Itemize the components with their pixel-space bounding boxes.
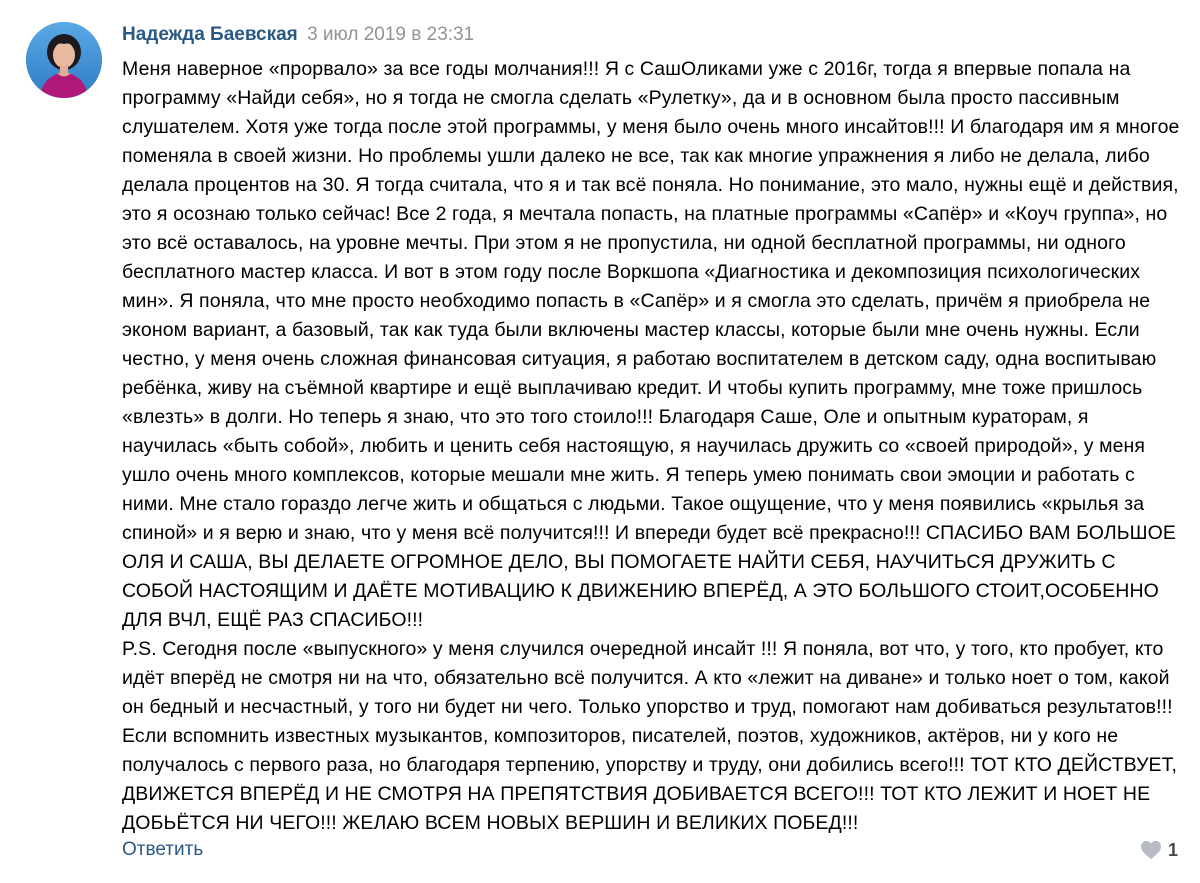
heart-icon [1140, 840, 1162, 860]
comment-text [122, 55, 1182, 838]
comment-header [122, 23, 474, 47]
author-name[interactable]: Надежда Баевская [122, 24, 298, 45]
avatar[interactable] [26, 22, 102, 98]
comment-footer [122, 836, 1178, 864]
comment-paragraph: Меня наверное «прорвало» за все годы молчания!!! Я с СашОликами уже с 2016г, тогда я впервые попала на программу «Найди себя», но я тогда не смогла сделать «Рулетку», да и в основном была просто пассивным слушателем. Хотя уже тогда после этой программы, у меня было очень много инсайтов!!! И благодаря им я многое поменяла в своей жизни. Но проблемы ушли далеко не все, так как многие упражнения я либо не делала, либо делала процентов на 30. Я тогда считала, что я и так всё поняла. Но понимание, это мало, нужны ещё и действия, это я осознаю только сейчас! Все 2 года, я мечтала попасть, на платные программы «Сапёр» и «Коуч группа», но это всё оставалось, на уровне мечты. При этом я не пропустила, ни одной бесплатной программы, ни одного бесплатного мастер класса. И вот в этом году после Воркшопа «Диагностика и декомпозиция психологических мин». Я поняла, что мне просто необходимо попасть в «Сапёр» и я смогла это сделать, причём я приобрела не эконом вариант, а базовый, так как туда были включены мастер классы, которые были мне очень нужны. Если честно, у меня очень сложная финансовая ситуация, я работаю воспитателем в детском саду, одна воспитываю ребёнка, живу на съёмной квартире и ещё выплачиваю кредит. И чтобы купить программу, мне тоже пришлось «влезть» в долги. Но теперь я знаю, что это того стоило!!! Благодаря Саше, Оле и опытным кураторам, я научилась «быть собой», любить и ценить себя настоящую, я научилась дружить со «своей природой», у меня ушло очень много комплексов, которые мешали мне жить. Я теперь умею понимать свои эмоции и работать с ними. Мне стало гораздо легче жить и общаться с людьми. Такое ощущение, что у меня появились «крылья за спиной» и я верю и знаю, что у меня всё получится!!! И впереди будет всё прекрасно!!! СПАСИБО ВАМ БОЛЬШОЕ ОЛЯ И САША, ВЫ ДЕЛАЕТЕ ОГРОМНОЕ ДЕЛО, ВЫ ПОМОГАЕТЕ НАЙТИ СЕБЯ, НАУЧИТЬСЯ ДРУЖИТЬ С СОБОЙ НАСТОЯЩИМ И ДАЁТЕ МОТИВАЦИЮ К ДВИЖЕНИЮ ВПЕРЁД, А ЭТО БОЛЬШОГО СТОИТ,ОСОБЕННО ДЛЯ ВЧЛ, ЕЩЁ РАЗ СПАСИБО!!! [122, 58, 1180, 631]
comment-date[interactable]: 3 июл 2019 в 23:31 [307, 24, 475, 45]
like-count: 1 [1167, 840, 1178, 860]
reply-button[interactable]: Ответить [122, 839, 204, 860]
comment-paragraph: P.S. Сегодня после «выпускного» у меня случился очередной инсайт !!! Я поняла, вот что, у того, кто пробует, кто идёт вперёд не смотря ни на что, обязательно всё получится. А кто «лежит на диване» и только ноет о том, какой он бедный и несчастный, у того ни будет ни чего. Только упорство и труд, помогают нам добиваться результатов!!! Если вспомнить известных музыкантов, композиторов, писателей, поэтов, художников, актёров, ни у кого не получалось с первого раза, но благодаря терпению, упорству и труду, они добились всего!!! ТОТ КТО ДЕЙСТВУЕТ, ДВИЖЕТСЯ ВПЕРЁД И НЕ СМОТРЯ НА ПРЕПЯТСТВИЯ ДОБИВАЕТСЯ ВСЕГО!!! ТОТ КТО ЛЕЖИТ И НОЕТ НЕ ДОБЬЁТСЯ НИ ЧЕГО!!! ЖЕЛАЮ ВСЕМ НОВЫХ ВЕРШИН И ВЕЛИКИХ ПОБЕД!!! [122, 638, 1178, 834]
like-button[interactable] [1140, 836, 1178, 864]
avatar-photo [26, 22, 102, 98]
